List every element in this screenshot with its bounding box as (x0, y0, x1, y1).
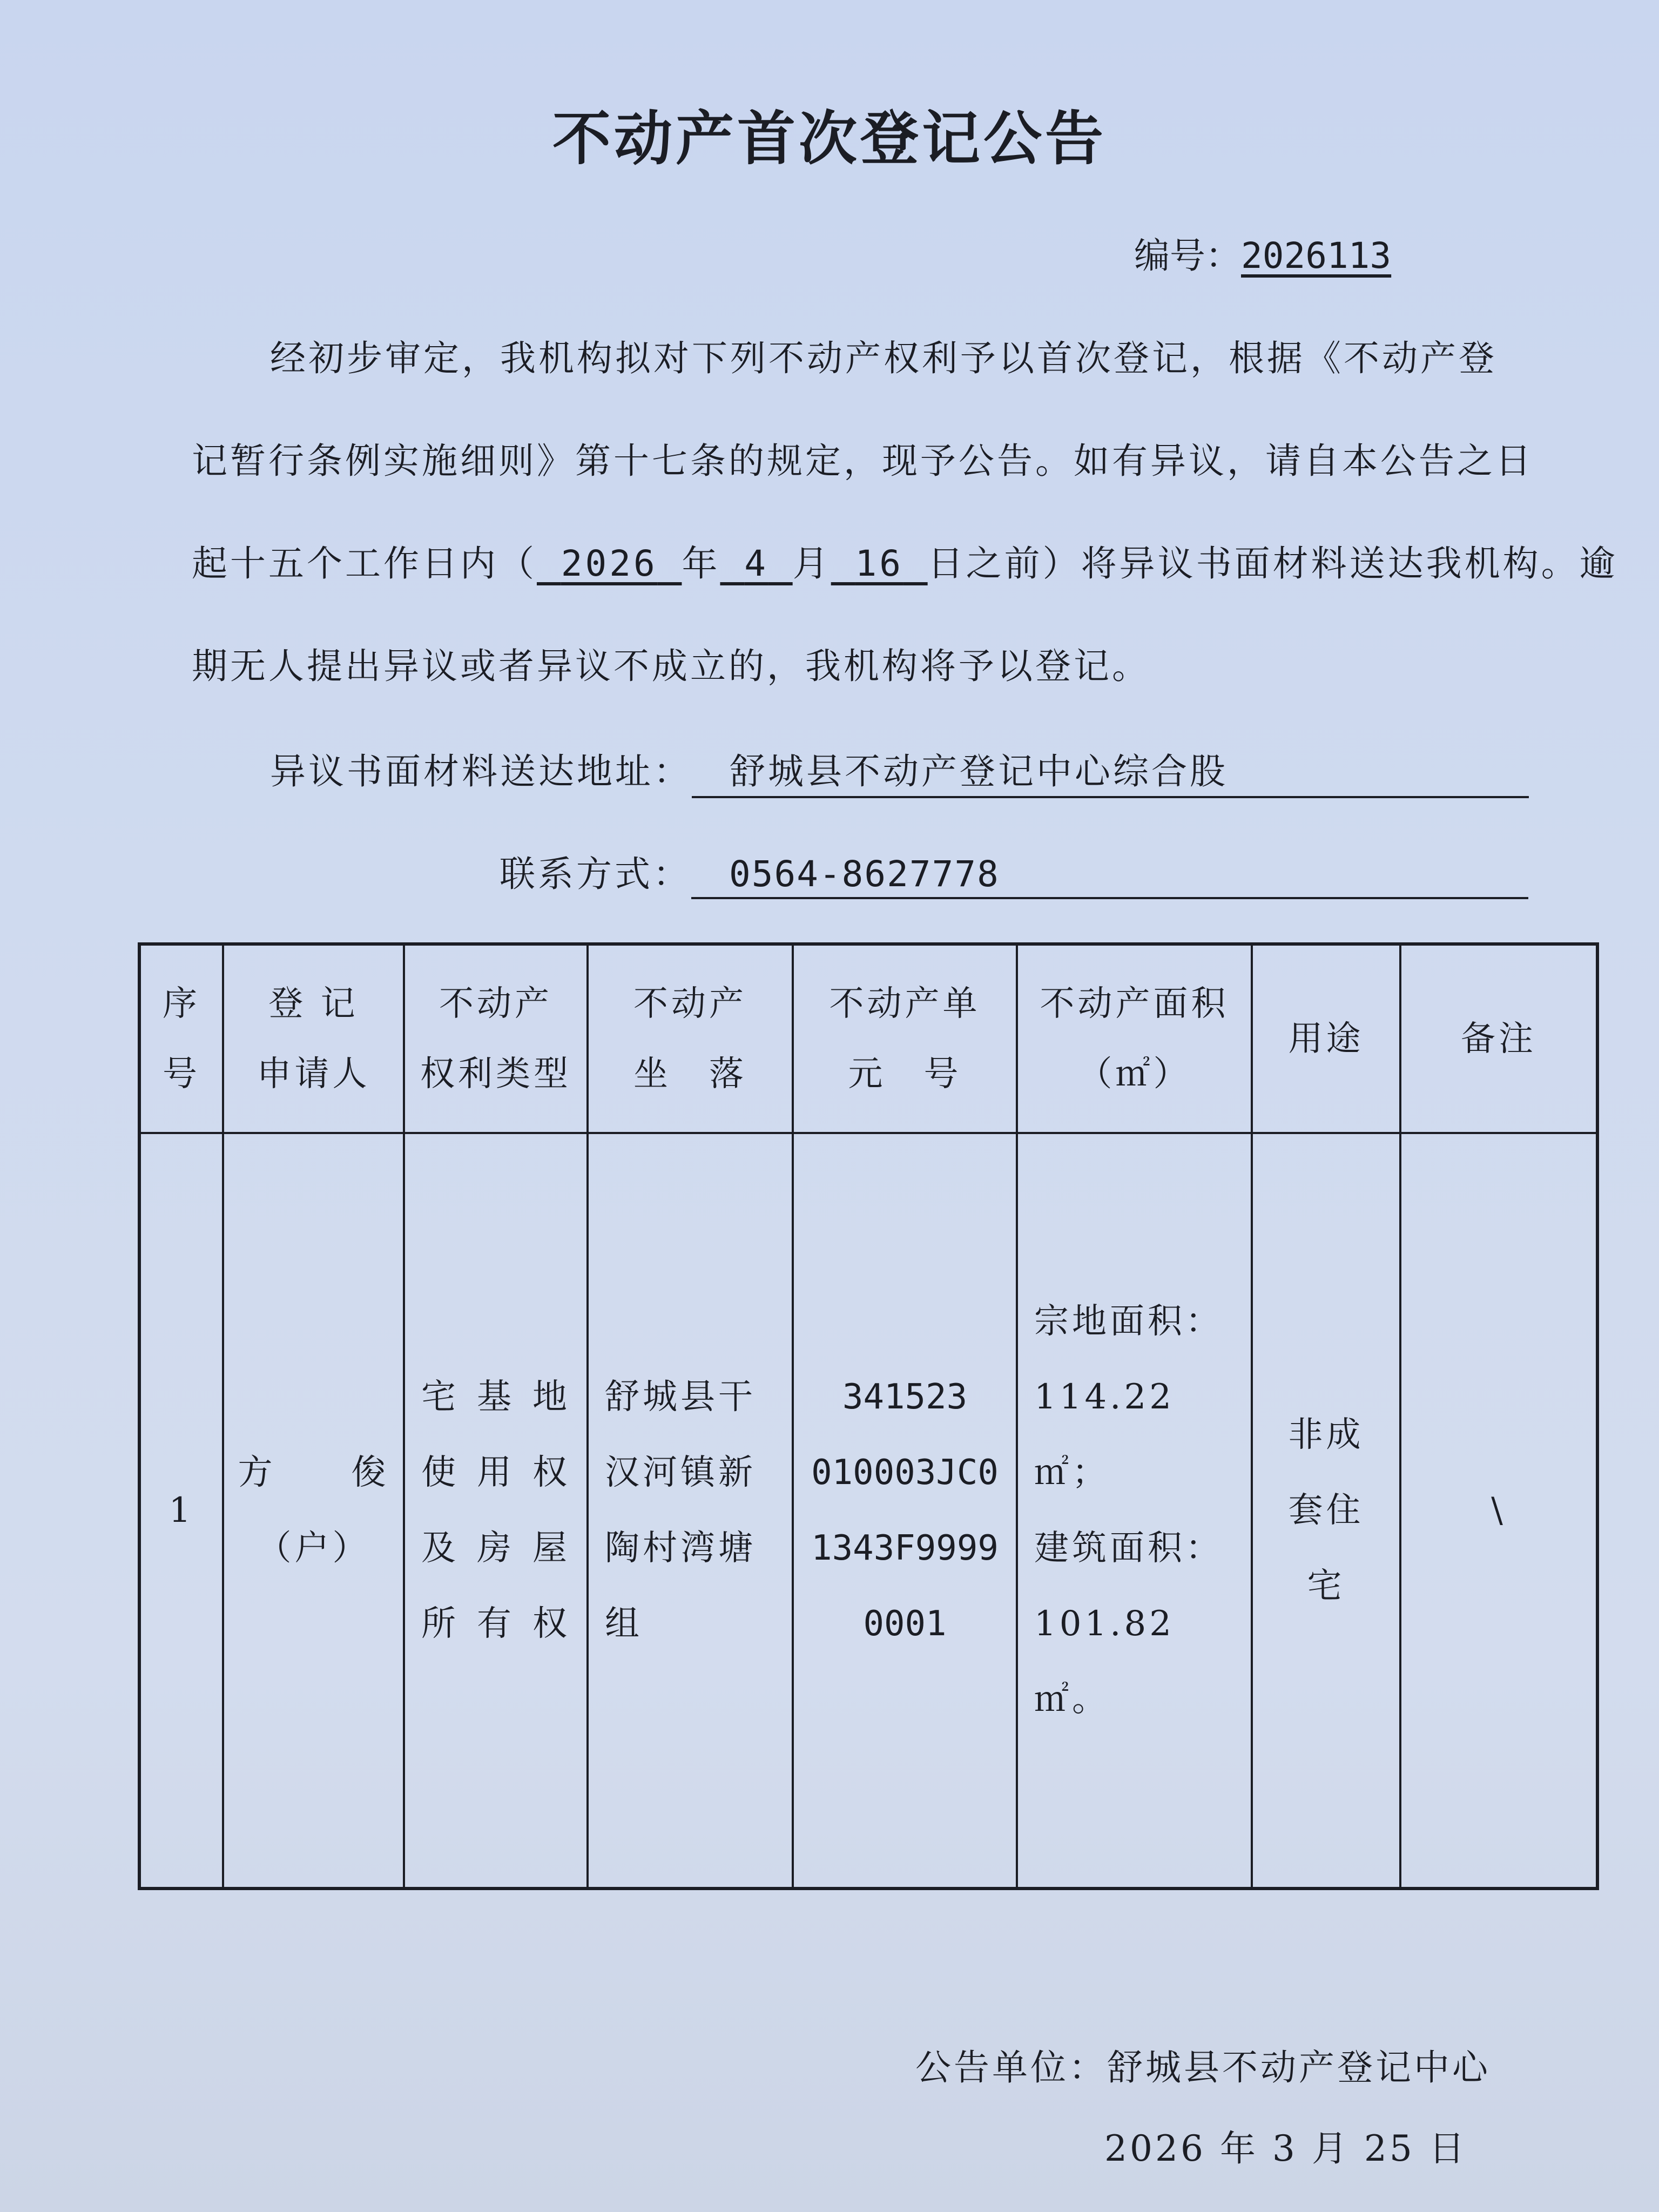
header-location: 不动产 坐 落 (588, 944, 793, 1133)
header-applicant: 登 记 申请人 (223, 944, 404, 1133)
objection-address-label: 异议书面材料送达地址： (270, 751, 692, 792)
contact-value: 0564-8627778 (691, 853, 1528, 899)
cell-location: 舒城县干 汉河镇新 陶村湾塘 组 (588, 1133, 793, 1889)
issue-date: 2026 年 3 月 25 日 (1104, 2128, 1467, 2169)
issuing-organization: 公告单位：舒城县不动产登记中心 (915, 2047, 1491, 2088)
header-right-type: 不动产 权利类型 (404, 944, 588, 1133)
cell-unit-number: 341523 010003JC0 1343F9999 0001 (793, 1133, 1017, 1889)
registration-table (138, 942, 1599, 1890)
objection-address (270, 743, 1529, 798)
document-number-label: 编号： (1134, 235, 1241, 276)
contact-label: 联系方式： (500, 853, 691, 895)
year-label: 年 (682, 543, 720, 584)
notice-title: 不动产首次登记公告 (552, 105, 1107, 173)
cell-area: 宗地面积： 114.22 ㎡； 建筑面积： 101.82 ㎡。 (1017, 1133, 1252, 1889)
table-row (139, 1133, 1597, 1889)
deadline-year: 2026 (561, 543, 658, 584)
month-label: 月 (792, 543, 831, 584)
body-line-3-suffix: 日之前）将异议书面材料送达我机构。逾 (927, 543, 1618, 584)
header-seq: 序号 (139, 944, 223, 1133)
deadline-month: 4 (744, 543, 768, 584)
body-line-3-prefix: 起十五个工作日内（ (192, 543, 537, 584)
cell-right-type: 宅基地 使用权 及房屋 所有权 (404, 1133, 588, 1889)
objection-address-value: 舒城县不动产登记中心综合股 (692, 743, 1529, 798)
contact-info (500, 845, 1528, 899)
cell-remark: \ (1400, 1133, 1597, 1889)
header-usage: 用途 (1252, 944, 1400, 1133)
body-line-2: 记暂行条例实施细则》第十七条的规定，现予公告。如有异议，请自本公告之日 (192, 440, 1534, 482)
table-header-row (139, 944, 1597, 1133)
cell-applicant: 方 俊 （户） (223, 1133, 404, 1889)
document-number-value: 2026113 (1241, 235, 1392, 276)
body-line-1: 经初步审定，我机构拟对下列不动产权利予以首次登记，根据《不动产登 (270, 338, 1497, 379)
header-remark: 备注 (1400, 944, 1597, 1133)
deadline-day: 16 (855, 543, 903, 584)
body-line-4: 期无人提出异议或者异议不成立的，我机构将予以登记。 (192, 645, 1150, 687)
cell-usage: 非成 套住 宅 (1252, 1133, 1400, 1889)
header-unit-number: 不动产单 元 号 (793, 944, 1017, 1133)
document-number (1134, 227, 1391, 278)
cell-seq: 1 (139, 1133, 223, 1889)
body-line-3 (192, 535, 1618, 586)
header-area: 不动产面积 （㎡） (1017, 944, 1252, 1133)
